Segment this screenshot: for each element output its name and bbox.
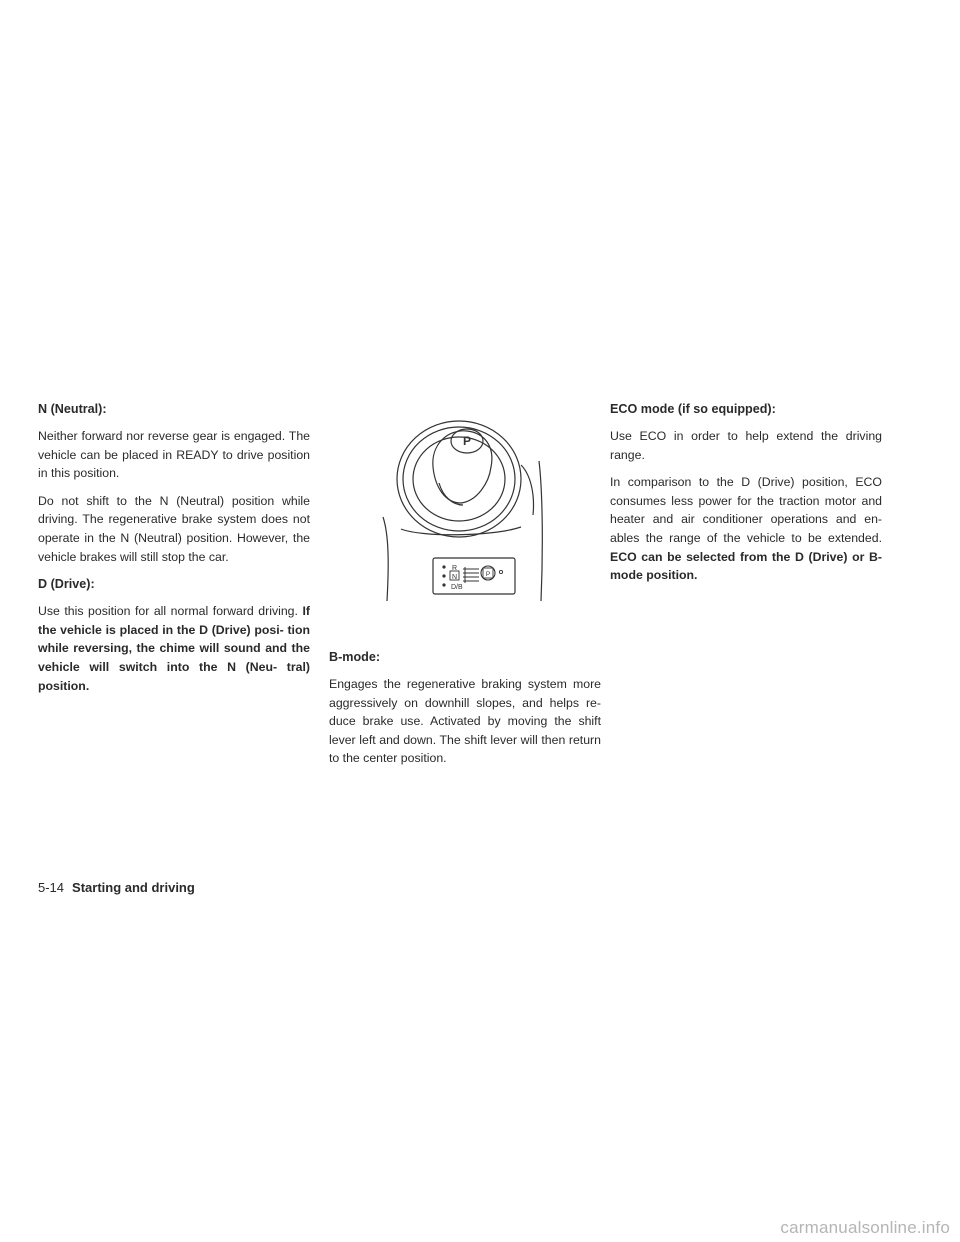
section-title: Starting and driving bbox=[72, 880, 195, 895]
page-number: 5-14 bbox=[38, 880, 65, 895]
indicator-n-label: N bbox=[452, 574, 458, 581]
indicator-r-dot bbox=[442, 565, 445, 568]
drive-heading: D (Drive): bbox=[38, 577, 95, 592]
neutral-paragraph-2: Do not shift to the N (Neutral) position while driving. The regenerative brake system does not operate in the N (Neutral) position. However, the vehicle brakes will still stop the car. bbox=[38, 493, 310, 564]
eco-heading: ECO mode (if so equipped): bbox=[610, 402, 776, 416]
page-footer bbox=[38, 880, 195, 895]
bmode-paragraph: Engages the regenerative braking system more aggressively on downhill slopes, and helps re- duce brake use. Activated by moving the shift lever left and down. The shift lever will then return to the center position. bbox=[329, 677, 601, 766]
eco-paragraph-2 bbox=[610, 473, 882, 585]
eco-paragraph-1: Use ECO in order to help extend the driving range. bbox=[610, 429, 882, 462]
shift-lever-drawing bbox=[381, 405, 545, 601]
bmode-heading: B-mode: bbox=[329, 650, 381, 664]
column-left bbox=[38, 400, 310, 704]
eco-paragraph-2-bold: ECO can be selected from the D (Drive) or B-mode position. bbox=[610, 549, 882, 583]
drive-paragraph-normal: Use this position for all normal forward driving. bbox=[38, 604, 298, 619]
indicator-p-label: P bbox=[485, 571, 491, 578]
knob-p-label: P bbox=[462, 434, 472, 448]
indicator-n-dot bbox=[442, 574, 445, 577]
column-middle bbox=[329, 648, 601, 777]
neutral-heading: N (Neutral): bbox=[38, 402, 107, 416]
indicator-r-label: R bbox=[452, 565, 458, 572]
indicator-db-dot bbox=[442, 583, 445, 586]
drive-paragraph bbox=[38, 602, 310, 695]
indicator-db-label: D/B bbox=[451, 584, 463, 591]
shift-lever-illustration bbox=[381, 405, 545, 601]
eco-paragraph-2-normal: In comparison to the D (Drive) position, ECO consumes less power for the traction motor and heater and air conditioner operations and en- ables the range of the vehicle to be extended. bbox=[610, 475, 882, 545]
column-right bbox=[610, 400, 882, 594]
watermark: carmanualsonline.info bbox=[780, 1218, 950, 1237]
neutral-paragraph-1: Neither forward nor reverse gear is engaged. The vehicle can be placed in READY to drive position in this position. bbox=[38, 429, 310, 481]
drive-paragraph-warning: If the vehicle is placed in the D (Drive) posi- tion while reversing, the chime will sound and the vehicle will switch into the N (Neu- tral) position. bbox=[38, 604, 310, 693]
